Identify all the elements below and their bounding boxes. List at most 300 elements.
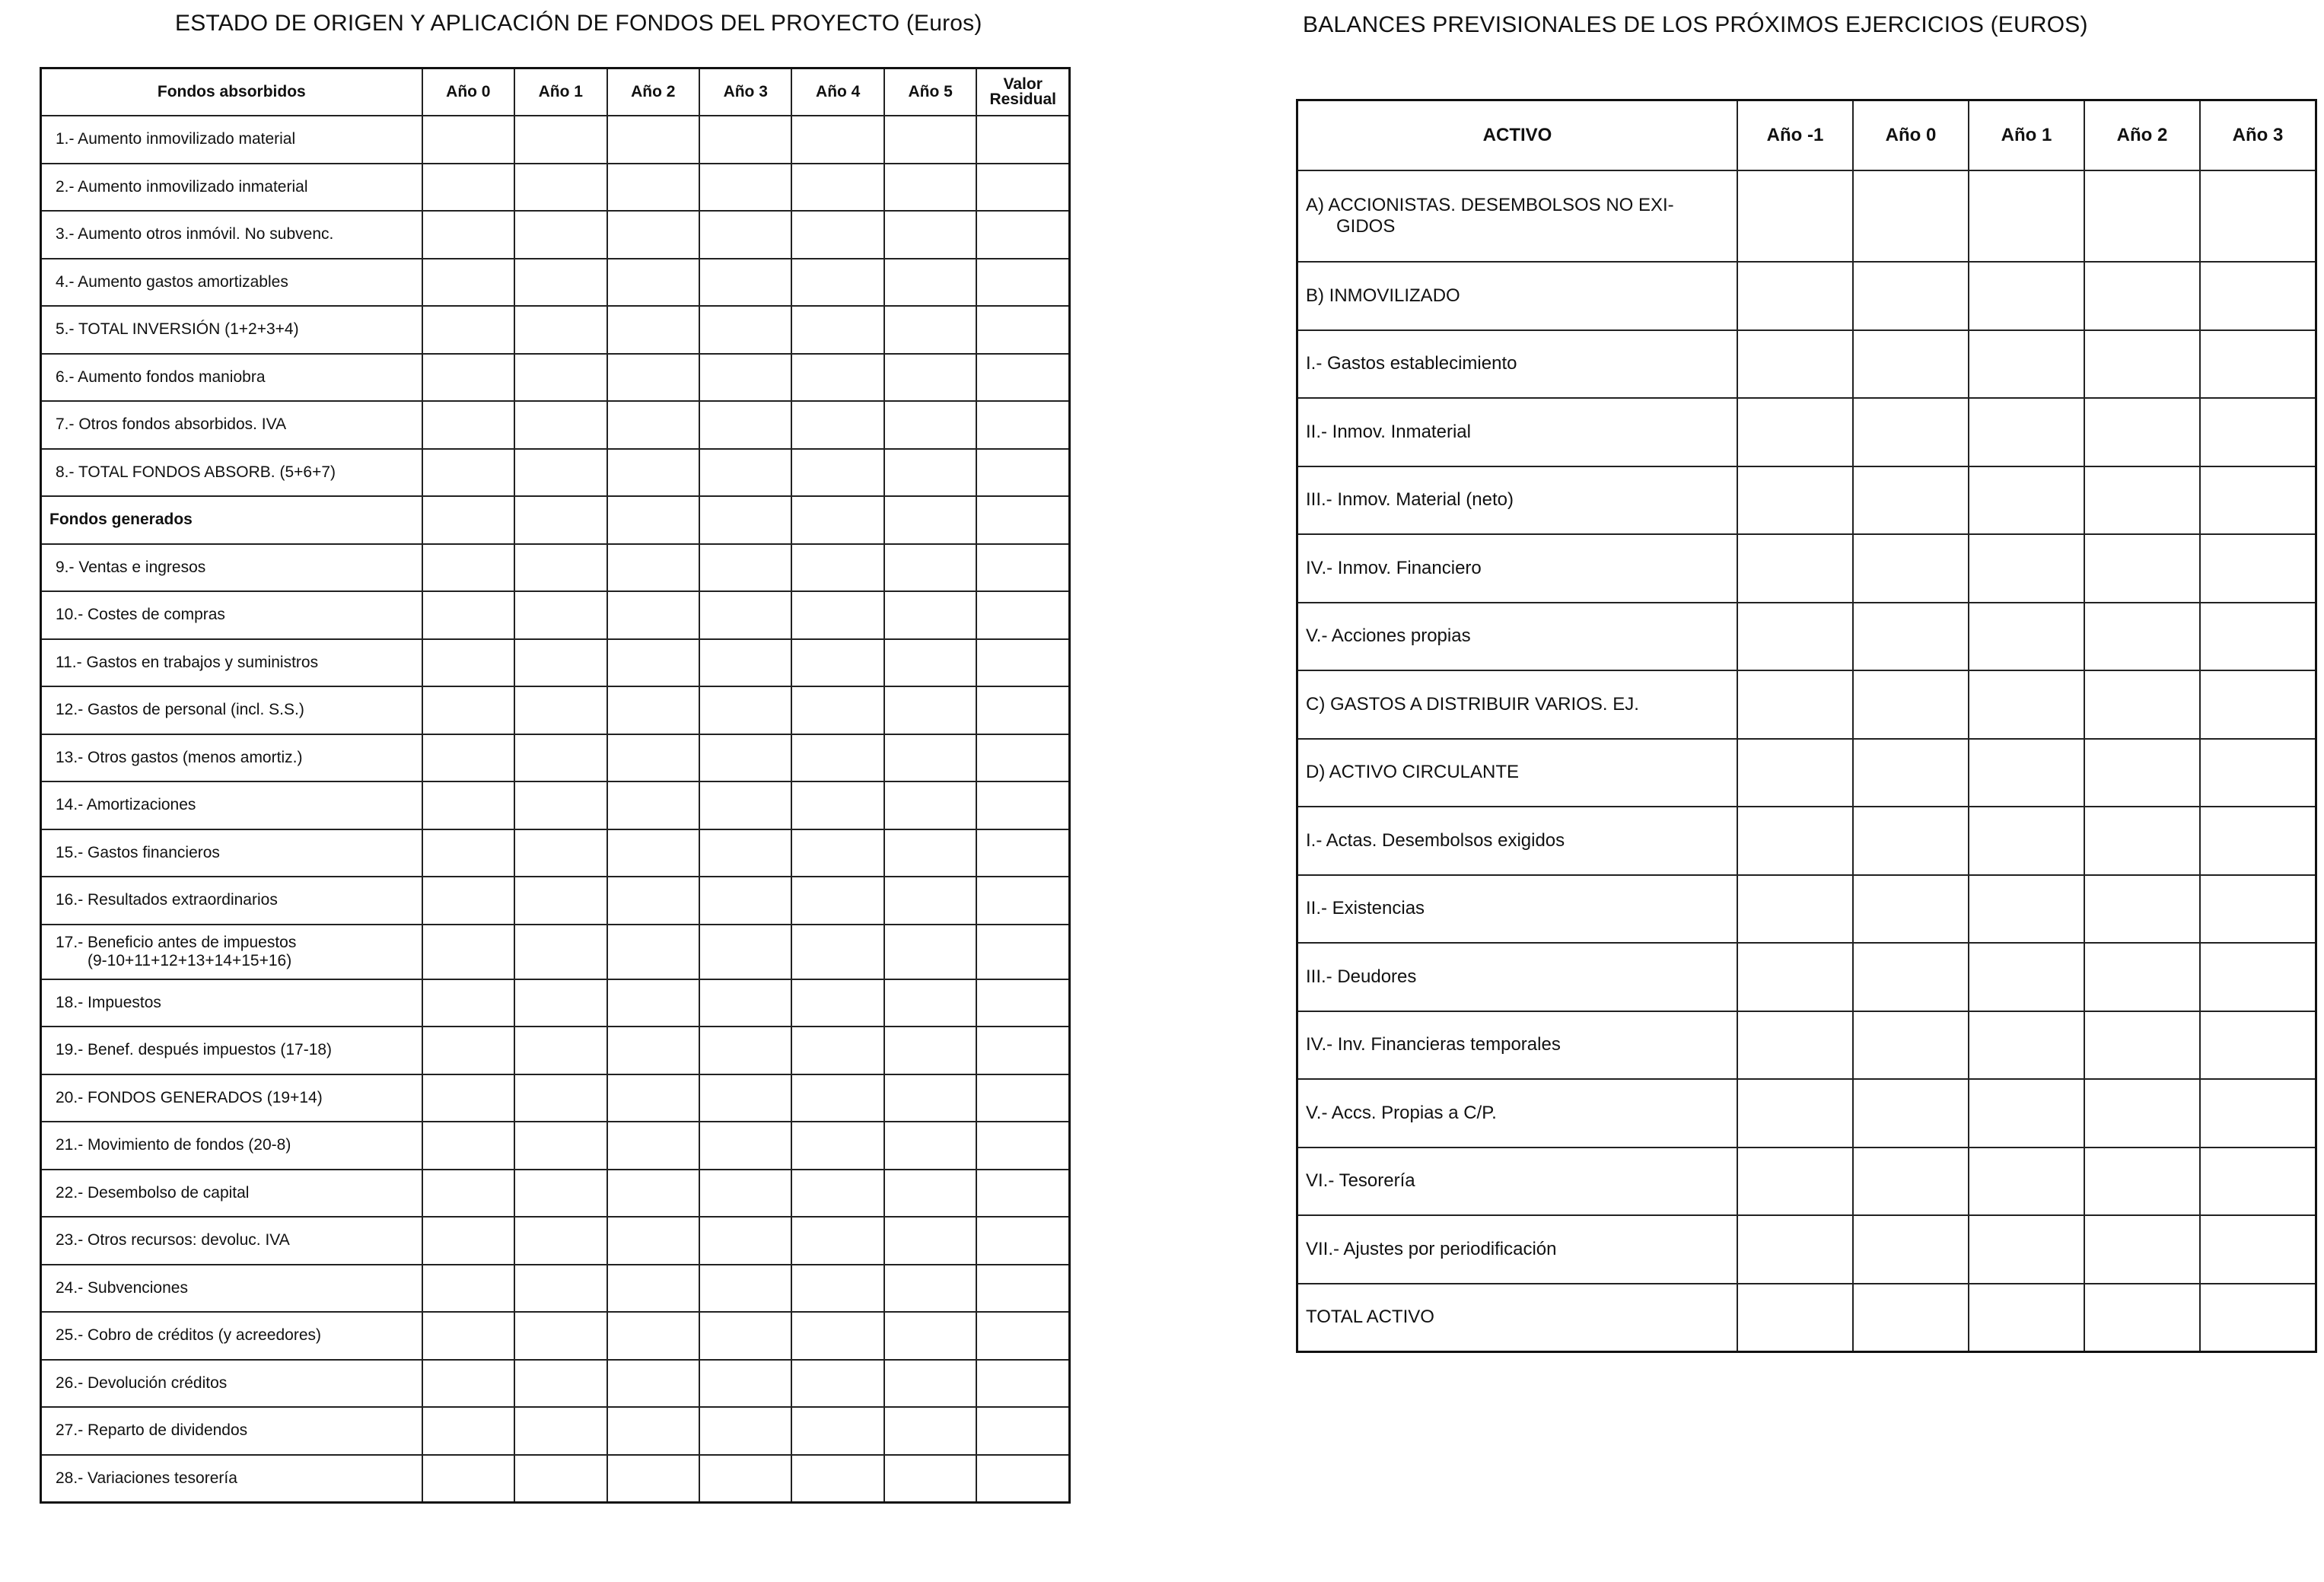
value-cell[interactable] xyxy=(884,449,976,497)
value-cell[interactable] xyxy=(791,979,883,1027)
value-cell[interactable] xyxy=(514,1312,606,1360)
value-cell[interactable] xyxy=(976,259,1069,307)
value-cell[interactable] xyxy=(699,1360,791,1408)
value-cell[interactable] xyxy=(884,259,976,307)
value-cell[interactable] xyxy=(976,829,1069,877)
value-cell[interactable] xyxy=(1969,807,2084,875)
value-cell[interactable] xyxy=(791,877,883,925)
value-cell[interactable] xyxy=(2084,1284,2200,1352)
value-cell[interactable] xyxy=(1737,1284,1853,1352)
value-cell[interactable] xyxy=(791,1122,883,1170)
value-cell[interactable] xyxy=(1853,807,1969,875)
value-cell[interactable] xyxy=(422,496,514,544)
value-cell[interactable] xyxy=(514,401,606,449)
value-cell[interactable] xyxy=(2200,1011,2316,1080)
value-cell[interactable] xyxy=(791,164,883,212)
value-cell[interactable] xyxy=(514,1407,606,1455)
value-cell[interactable] xyxy=(1737,807,1853,875)
value-cell[interactable] xyxy=(422,1217,514,1265)
value-cell[interactable] xyxy=(607,449,699,497)
value-cell[interactable] xyxy=(1737,534,1853,603)
value-cell[interactable] xyxy=(607,686,699,734)
value-cell[interactable] xyxy=(422,925,514,979)
value-cell[interactable] xyxy=(422,686,514,734)
value-cell[interactable] xyxy=(976,639,1069,687)
value-cell[interactable] xyxy=(884,979,976,1027)
value-cell[interactable] xyxy=(976,496,1069,544)
value-cell[interactable] xyxy=(699,306,791,354)
value-cell[interactable] xyxy=(976,401,1069,449)
value-cell[interactable] xyxy=(976,1217,1069,1265)
value-cell[interactable] xyxy=(1969,1079,2084,1148)
value-cell[interactable] xyxy=(2200,670,2316,739)
value-cell[interactable] xyxy=(791,1027,883,1074)
value-cell[interactable] xyxy=(791,1455,883,1503)
value-cell[interactable] xyxy=(884,1265,976,1313)
value-cell[interactable] xyxy=(1737,943,1853,1011)
value-cell[interactable] xyxy=(976,877,1069,925)
value-cell[interactable] xyxy=(2200,466,2316,535)
value-cell[interactable] xyxy=(422,979,514,1027)
value-cell[interactable] xyxy=(422,1265,514,1313)
value-cell[interactable] xyxy=(2084,807,2200,875)
value-cell[interactable] xyxy=(791,925,883,979)
value-cell[interactable] xyxy=(884,925,976,979)
value-cell[interactable] xyxy=(1969,330,2084,399)
value-cell[interactable] xyxy=(884,1074,976,1122)
value-cell[interactable] xyxy=(1969,1284,2084,1352)
value-cell[interactable] xyxy=(2084,603,2200,671)
value-cell[interactable] xyxy=(514,1027,606,1074)
value-cell[interactable] xyxy=(699,1455,791,1503)
value-cell[interactable] xyxy=(699,164,791,212)
value-cell[interactable] xyxy=(884,1027,976,1074)
value-cell[interactable] xyxy=(791,829,883,877)
value-cell[interactable] xyxy=(976,449,1069,497)
value-cell[interactable] xyxy=(607,164,699,212)
value-cell[interactable] xyxy=(791,1360,883,1408)
value-cell[interactable] xyxy=(976,686,1069,734)
value-cell[interactable] xyxy=(2084,1148,2200,1216)
value-cell[interactable] xyxy=(607,116,699,164)
value-cell[interactable] xyxy=(1853,398,1969,466)
column-header-valor-residual: Valor Residual xyxy=(976,68,1069,116)
value-cell[interactable] xyxy=(1969,534,2084,603)
value-cell[interactable] xyxy=(976,1407,1069,1455)
value-cell[interactable] xyxy=(1737,398,1853,466)
value-cell[interactable] xyxy=(791,781,883,829)
value-cell[interactable] xyxy=(514,1217,606,1265)
value-cell[interactable] xyxy=(699,591,791,639)
value-cell[interactable] xyxy=(699,1122,791,1170)
value-cell[interactable] xyxy=(1737,1215,1853,1284)
value-cell[interactable] xyxy=(791,1074,883,1122)
value-cell[interactable] xyxy=(1969,603,2084,671)
value-cell[interactable] xyxy=(976,306,1069,354)
value-cell[interactable] xyxy=(1853,943,1969,1011)
value-cell[interactable] xyxy=(884,211,976,259)
value-cell[interactable] xyxy=(884,686,976,734)
value-cell[interactable] xyxy=(2084,670,2200,739)
value-cell[interactable] xyxy=(699,1170,791,1218)
value-cell[interactable] xyxy=(884,1217,976,1265)
value-cell[interactable] xyxy=(1853,1215,1969,1284)
value-cell[interactable] xyxy=(422,1407,514,1455)
value-cell[interactable] xyxy=(1853,739,1969,807)
value-cell[interactable] xyxy=(976,1265,1069,1313)
value-cell[interactable] xyxy=(1737,739,1853,807)
value-cell[interactable] xyxy=(699,1407,791,1455)
value-cell[interactable] xyxy=(884,1122,976,1170)
value-cell[interactable] xyxy=(1853,1148,1969,1216)
value-cell[interactable] xyxy=(514,211,606,259)
value-cell[interactable] xyxy=(1853,1284,1969,1352)
value-cell[interactable] xyxy=(1969,1215,2084,1284)
row-label: D) ACTIVO CIRCULANTE xyxy=(1306,762,1520,783)
row-label: 15.- Gastos financieros xyxy=(56,843,220,861)
value-cell[interactable] xyxy=(2200,943,2316,1011)
value-cell[interactable] xyxy=(422,1360,514,1408)
row-label-cell xyxy=(41,734,422,782)
value-cell[interactable] xyxy=(1853,1011,1969,1080)
value-cell[interactable] xyxy=(884,1455,976,1503)
value-cell[interactable] xyxy=(976,1170,1069,1218)
value-cell[interactable] xyxy=(2084,875,2200,944)
value-cell[interactable] xyxy=(607,1360,699,1408)
value-cell[interactable] xyxy=(514,1170,606,1218)
value-cell[interactable] xyxy=(699,449,791,497)
value-cell[interactable] xyxy=(791,544,883,592)
value-cell[interactable] xyxy=(422,259,514,307)
value-cell[interactable] xyxy=(884,496,976,544)
value-cell[interactable] xyxy=(607,591,699,639)
value-cell[interactable] xyxy=(884,1407,976,1455)
value-cell[interactable] xyxy=(422,354,514,402)
value-cell[interactable] xyxy=(884,1312,976,1360)
value-cell[interactable] xyxy=(607,639,699,687)
value-cell[interactable] xyxy=(791,686,883,734)
value-cell[interactable] xyxy=(2200,398,2316,466)
value-cell[interactable] xyxy=(699,734,791,782)
value-cell[interactable] xyxy=(1853,534,1969,603)
value-cell[interactable] xyxy=(2200,1284,2316,1352)
value-cell[interactable] xyxy=(884,354,976,402)
value-cell[interactable] xyxy=(1853,170,1969,262)
value-cell[interactable] xyxy=(1969,670,2084,739)
value-cell[interactable] xyxy=(1969,170,2084,262)
value-cell[interactable] xyxy=(607,1027,699,1074)
value-cell[interactable] xyxy=(514,449,606,497)
value-cell[interactable] xyxy=(2084,943,2200,1011)
value-cell[interactable] xyxy=(1969,1011,2084,1080)
value-cell[interactable] xyxy=(1737,262,1853,330)
value-cell[interactable] xyxy=(884,1170,976,1218)
value-cell[interactable] xyxy=(2200,534,2316,603)
value-cell[interactable] xyxy=(2200,875,2316,944)
value-cell[interactable] xyxy=(1969,739,2084,807)
value-cell[interactable] xyxy=(514,164,606,212)
value-cell[interactable] xyxy=(976,781,1069,829)
value-cell[interactable] xyxy=(699,1265,791,1313)
value-cell[interactable] xyxy=(1853,875,1969,944)
value-cell[interactable] xyxy=(514,979,606,1027)
value-cell[interactable] xyxy=(699,1074,791,1122)
value-cell[interactable] xyxy=(514,306,606,354)
value-cell[interactable] xyxy=(791,496,883,544)
row-label-cell xyxy=(41,1265,422,1313)
value-cell[interactable] xyxy=(976,164,1069,212)
value-cell[interactable] xyxy=(422,164,514,212)
value-cell[interactable] xyxy=(2084,170,2200,262)
row-label-cell xyxy=(41,1027,422,1074)
value-cell[interactable] xyxy=(884,781,976,829)
value-cell[interactable] xyxy=(607,401,699,449)
value-cell[interactable] xyxy=(699,925,791,979)
table-row xyxy=(1297,534,2316,603)
value-cell[interactable] xyxy=(422,829,514,877)
value-cell[interactable] xyxy=(791,116,883,164)
value-cell[interactable] xyxy=(607,1122,699,1170)
value-cell[interactable] xyxy=(791,354,883,402)
value-cell[interactable] xyxy=(1853,670,1969,739)
value-cell[interactable] xyxy=(607,734,699,782)
value-cell[interactable] xyxy=(1853,603,1969,671)
value-cell[interactable] xyxy=(2084,398,2200,466)
value-cell[interactable] xyxy=(422,877,514,925)
value-cell[interactable] xyxy=(1737,875,1853,944)
value-cell[interactable] xyxy=(607,781,699,829)
value-cell[interactable] xyxy=(699,211,791,259)
value-cell[interactable] xyxy=(884,591,976,639)
value-cell[interactable] xyxy=(1737,466,1853,535)
value-cell[interactable] xyxy=(2200,1079,2316,1148)
value-cell[interactable] xyxy=(884,164,976,212)
value-cell[interactable] xyxy=(2200,603,2316,671)
value-cell[interactable] xyxy=(607,354,699,402)
value-cell[interactable] xyxy=(884,1360,976,1408)
value-cell[interactable] xyxy=(514,1455,606,1503)
value-cell[interactable] xyxy=(514,686,606,734)
value-cell[interactable] xyxy=(976,1122,1069,1170)
value-cell[interactable] xyxy=(514,544,606,592)
value-cell[interactable] xyxy=(976,211,1069,259)
value-cell[interactable] xyxy=(607,1265,699,1313)
value-cell[interactable] xyxy=(514,639,606,687)
value-cell[interactable] xyxy=(2200,739,2316,807)
value-cell[interactable] xyxy=(2200,807,2316,875)
value-cell[interactable] xyxy=(1969,398,2084,466)
value-cell[interactable] xyxy=(514,1122,606,1170)
value-cell[interactable] xyxy=(699,686,791,734)
balance-forecast-table xyxy=(1296,99,2317,1353)
value-cell[interactable] xyxy=(976,1312,1069,1360)
value-cell[interactable] xyxy=(791,1217,883,1265)
value-cell[interactable] xyxy=(1969,943,2084,1011)
value-cell[interactable] xyxy=(2200,170,2316,262)
value-cell[interactable] xyxy=(884,829,976,877)
value-cell[interactable] xyxy=(2200,262,2316,330)
value-cell[interactable] xyxy=(791,1170,883,1218)
value-cell[interactable] xyxy=(699,496,791,544)
value-cell[interactable] xyxy=(699,1027,791,1074)
value-cell[interactable] xyxy=(884,734,976,782)
value-cell[interactable] xyxy=(976,734,1069,782)
value-cell[interactable] xyxy=(514,259,606,307)
value-cell[interactable] xyxy=(422,1312,514,1360)
value-cell[interactable] xyxy=(976,591,1069,639)
value-cell[interactable] xyxy=(699,877,791,925)
value-cell[interactable] xyxy=(1853,1079,1969,1148)
value-cell[interactable] xyxy=(1969,466,2084,535)
value-cell[interactable] xyxy=(699,259,791,307)
value-cell[interactable] xyxy=(422,1455,514,1503)
value-cell[interactable] xyxy=(607,1074,699,1122)
value-cell[interactable] xyxy=(884,116,976,164)
value-cell[interactable] xyxy=(422,544,514,592)
value-cell[interactable] xyxy=(607,1170,699,1218)
value-cell[interactable] xyxy=(607,1407,699,1455)
value-cell[interactable] xyxy=(791,734,883,782)
value-cell[interactable] xyxy=(699,979,791,1027)
value-cell[interactable] xyxy=(514,1265,606,1313)
value-cell[interactable] xyxy=(699,781,791,829)
value-cell[interactable] xyxy=(514,925,606,979)
value-cell[interactable] xyxy=(699,354,791,402)
value-cell[interactable] xyxy=(976,1455,1069,1503)
row-label: 3.- Aumento otros inmóvil. No subvenc. xyxy=(56,225,334,244)
value-cell[interactable] xyxy=(1853,262,1969,330)
value-cell[interactable] xyxy=(1853,330,1969,399)
value-cell[interactable] xyxy=(884,401,976,449)
value-cell[interactable] xyxy=(2084,1215,2200,1284)
value-cell[interactable] xyxy=(791,449,883,497)
value-cell[interactable] xyxy=(607,496,699,544)
value-cell[interactable] xyxy=(422,734,514,782)
value-cell[interactable] xyxy=(514,877,606,925)
value-cell[interactable] xyxy=(422,401,514,449)
value-cell[interactable] xyxy=(422,1122,514,1170)
value-cell[interactable] xyxy=(514,591,606,639)
value-cell[interactable] xyxy=(422,116,514,164)
value-cell[interactable] xyxy=(699,401,791,449)
value-cell[interactable] xyxy=(607,979,699,1027)
value-cell[interactable] xyxy=(422,591,514,639)
value-cell[interactable] xyxy=(607,259,699,307)
value-cell[interactable] xyxy=(422,449,514,497)
value-cell[interactable] xyxy=(976,544,1069,592)
value-cell[interactable] xyxy=(514,1074,606,1122)
value-cell[interactable] xyxy=(2084,262,2200,330)
value-cell[interactable] xyxy=(699,116,791,164)
row-label-cell xyxy=(41,877,422,925)
value-cell[interactable] xyxy=(791,211,883,259)
value-cell[interactable] xyxy=(791,1407,883,1455)
value-cell[interactable] xyxy=(1969,1148,2084,1216)
value-cell[interactable] xyxy=(514,496,606,544)
value-cell[interactable] xyxy=(422,1027,514,1074)
value-cell[interactable] xyxy=(2084,739,2200,807)
value-cell[interactable] xyxy=(607,829,699,877)
value-cell[interactable] xyxy=(2200,1148,2316,1216)
value-cell[interactable] xyxy=(422,639,514,687)
value-cell[interactable] xyxy=(791,1312,883,1360)
value-cell[interactable] xyxy=(2084,534,2200,603)
value-cell[interactable] xyxy=(976,116,1069,164)
value-cell[interactable] xyxy=(884,544,976,592)
value-cell[interactable] xyxy=(514,354,606,402)
value-cell[interactable] xyxy=(2084,1079,2200,1148)
value-cell[interactable] xyxy=(699,544,791,592)
value-cell[interactable] xyxy=(1737,170,1853,262)
value-cell[interactable] xyxy=(1737,603,1853,671)
value-cell[interactable] xyxy=(884,639,976,687)
value-cell[interactable] xyxy=(791,259,883,307)
value-cell[interactable] xyxy=(699,1217,791,1265)
value-cell[interactable] xyxy=(791,591,883,639)
value-cell[interactable] xyxy=(791,639,883,687)
value-cell[interactable] xyxy=(2084,330,2200,399)
value-cell[interactable] xyxy=(699,1312,791,1360)
value-cell[interactable] xyxy=(514,781,606,829)
value-cell[interactable] xyxy=(422,211,514,259)
value-cell[interactable] xyxy=(514,734,606,782)
value-cell[interactable] xyxy=(422,781,514,829)
value-cell[interactable] xyxy=(422,1074,514,1122)
value-cell[interactable] xyxy=(1737,1148,1853,1216)
value-cell[interactable] xyxy=(607,1217,699,1265)
value-cell[interactable] xyxy=(514,1360,606,1408)
value-cell[interactable] xyxy=(607,1312,699,1360)
value-cell[interactable] xyxy=(514,829,606,877)
value-cell[interactable] xyxy=(884,877,976,925)
table-header-row xyxy=(41,68,1070,116)
value-cell[interactable] xyxy=(976,354,1069,402)
value-cell[interactable] xyxy=(1969,262,2084,330)
value-cell[interactable] xyxy=(607,211,699,259)
value-cell[interactable] xyxy=(699,639,791,687)
value-cell[interactable] xyxy=(607,925,699,979)
value-cell[interactable] xyxy=(976,1074,1069,1122)
value-cell[interactable] xyxy=(2200,1215,2316,1284)
value-cell[interactable] xyxy=(1737,670,1853,739)
value-cell[interactable] xyxy=(2084,466,2200,535)
value-cell[interactable] xyxy=(2084,1011,2200,1080)
value-cell[interactable] xyxy=(976,925,1069,979)
value-cell[interactable] xyxy=(791,401,883,449)
value-cell[interactable] xyxy=(1853,466,1969,535)
value-cell[interactable] xyxy=(884,306,976,354)
value-cell[interactable] xyxy=(1737,1079,1853,1148)
row-label: 23.- Otros recursos: devoluc. IVA xyxy=(56,1231,290,1249)
value-cell[interactable] xyxy=(607,877,699,925)
value-cell[interactable] xyxy=(699,829,791,877)
value-cell[interactable] xyxy=(976,1027,1069,1074)
value-cell[interactable] xyxy=(791,1265,883,1313)
value-cell[interactable] xyxy=(1737,330,1853,399)
value-cell[interactable] xyxy=(1969,875,2084,944)
value-cell[interactable] xyxy=(976,1360,1069,1408)
value-cell[interactable] xyxy=(607,306,699,354)
value-cell[interactable] xyxy=(607,1455,699,1503)
value-cell[interactable] xyxy=(791,306,883,354)
value-cell[interactable] xyxy=(1737,1011,1853,1080)
value-cell[interactable] xyxy=(422,1170,514,1218)
value-cell[interactable] xyxy=(607,544,699,592)
value-cell[interactable] xyxy=(514,116,606,164)
value-cell[interactable] xyxy=(2200,330,2316,399)
value-cell[interactable] xyxy=(976,979,1069,1027)
value-cell[interactable] xyxy=(422,306,514,354)
